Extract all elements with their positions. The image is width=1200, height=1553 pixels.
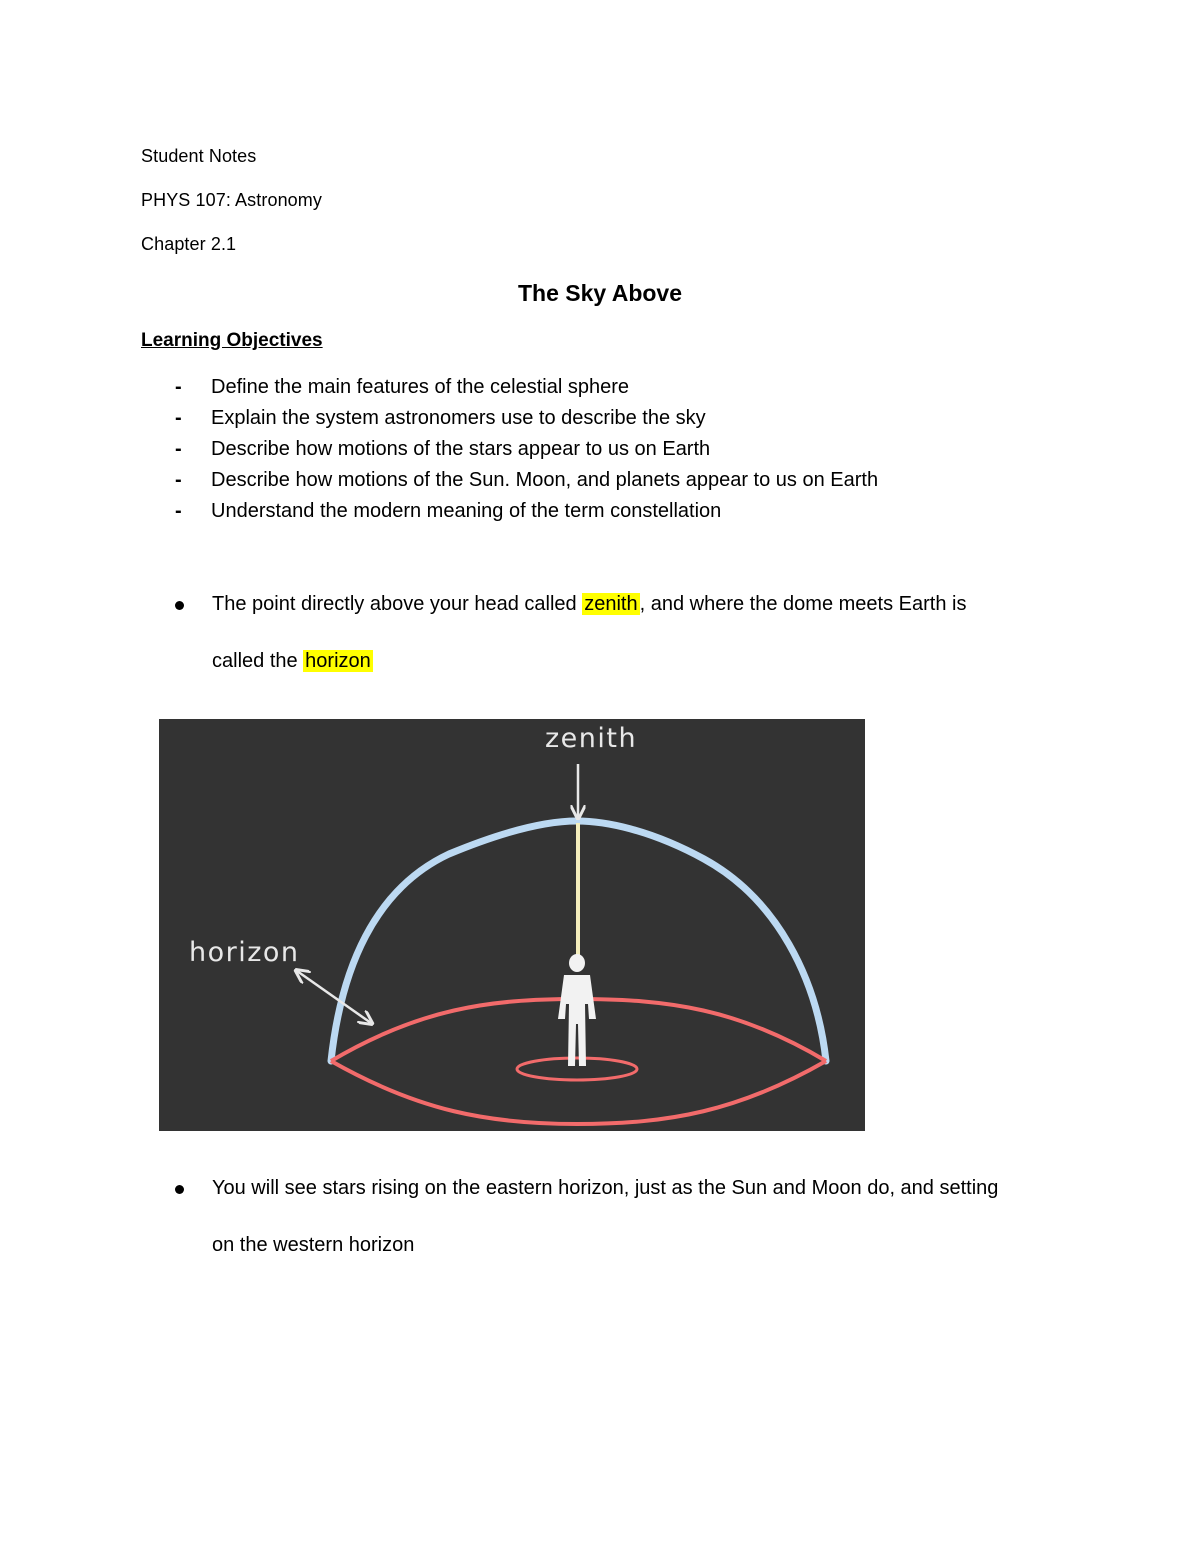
- note-line: [212, 590, 1072, 647]
- observer-ring: [517, 1058, 637, 1080]
- objective-text: Describe how motions of the stars appear to us on Earth: [211, 438, 711, 460]
- learning-objectives-heading: Learning Objectives: [141, 330, 323, 351]
- note-text: , and where the dome meets Earth is: [639, 593, 967, 615]
- zenith-label: zenith: [545, 723, 638, 754]
- objective-text: Define the main features of the celestial sphere: [211, 376, 630, 398]
- note-text: The point directly above your head called: [212, 593, 583, 615]
- chapter-label: Chapter 2.1: [141, 234, 237, 254]
- note-line: [212, 647, 1072, 704]
- note-line: You will see stars rising on the eastern horizon, just as the Sun and Moon do, and setting: [212, 1177, 999, 1199]
- note-line: on the western horizon: [212, 1234, 415, 1256]
- celestial-dome-diagram: [159, 719, 865, 1131]
- highlight-horizon: horizon: [305, 650, 371, 672]
- objective-text: Describe how motions of the Sun. Moon, and planets appear to us on Earth: [211, 469, 879, 491]
- dash-marker: -: [175, 500, 182, 522]
- dash-marker: -: [175, 376, 182, 398]
- dash-marker: -: [175, 438, 182, 460]
- bullet-dot-icon: [175, 1185, 184, 1194]
- horizon-label: horizon: [189, 937, 300, 968]
- objective-text: Understand the modern meaning of the term constellation: [211, 500, 722, 522]
- dash-marker: -: [175, 407, 182, 429]
- page-title: The Sky Above: [517, 280, 683, 306]
- course-title: PHYS 107: Astronomy: [141, 190, 322, 210]
- celestial-dome-figure: [159, 719, 865, 1131]
- dash-marker: -: [175, 469, 182, 491]
- bullet-dot-icon: [175, 601, 184, 610]
- highlight-zenith: zenith: [584, 593, 638, 615]
- person-icon: [558, 954, 596, 1066]
- course-notes-label: Student Notes: [141, 146, 257, 166]
- note-text: called the: [212, 650, 304, 672]
- objective-text: Explain the system astronomers use to describe the sky: [211, 407, 706, 429]
- horizon-arrow: [297, 971, 371, 1023]
- horizon-ring-front: [331, 1061, 826, 1124]
